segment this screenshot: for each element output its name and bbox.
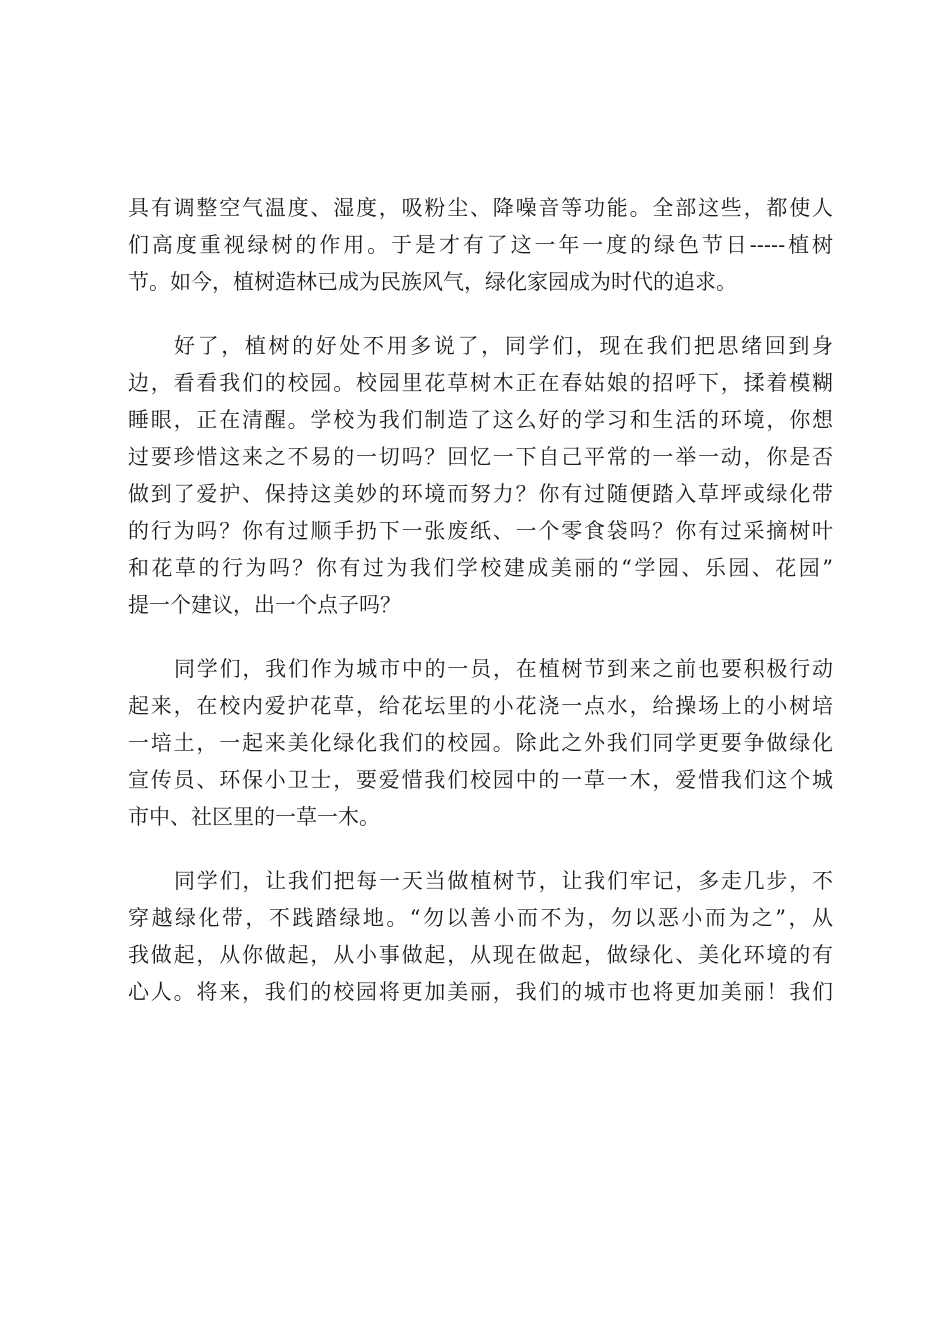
text-line: 穿越绿化带，不践踏绿地。“勿以善小而不为，勿以恶小而为之”，从 bbox=[128, 906, 833, 930]
paragraph-4 bbox=[128, 863, 833, 1011]
text-line: 好了，植树的好处不用多说了，同学们，现在我们把思绪回到身 bbox=[174, 334, 833, 358]
text-line: 同学们，我们作为城市中的一员，在植树节到来之前也要积极行动 bbox=[174, 657, 833, 681]
text-line: 同学们，让我们把每一天当做植树节，让我们牢记，多走几步，不 bbox=[174, 869, 833, 893]
text-line: 边，看看我们的校园。校园里花草树木正在春姑娘的招呼下，揉着模糊 bbox=[128, 371, 833, 395]
text-line: 一培土，一起来美化绿化我们的校园。除此之外我们同学更要争做绿化 bbox=[128, 731, 833, 755]
text-line: 过要珍惜这来之不易的一切吗？回忆一下自己平常的一举一动，你是否 bbox=[128, 445, 833, 469]
text-line: 节。如今，植树造林已成为民族风气，绿化家园成为时代的追求。 bbox=[128, 270, 737, 294]
text-line: 起来，在校内爱护花草，给花坛里的小花浇一点水，给操场上的小树培 bbox=[128, 694, 833, 718]
text-line: 心人。将来，我们的校园将更加美丽，我们的城市也将更加美丽！我们 bbox=[128, 980, 833, 1004]
text-line: 提一个建议，出一个点子吗？ bbox=[128, 593, 401, 617]
paragraph-1 bbox=[128, 190, 833, 301]
paragraph-3 bbox=[128, 651, 833, 836]
text-line: 市中、社区里的一草一木。 bbox=[128, 805, 380, 829]
paragraph-2 bbox=[128, 328, 833, 624]
text-line: 我做起，从你做起，从小事做起，从现在做起，做绿化、美化环境的有 bbox=[128, 943, 833, 967]
text-line: 的行为吗？你有过顺手扔下一张废纸、一个零食袋吗？你有过采摘树叶 bbox=[128, 519, 833, 543]
text-line: 睡眼，正在清醒。学校为我们制造了这么好的学习和生活的环境，你想 bbox=[128, 408, 833, 432]
text-line: 做到了爱护、保持这美妙的环境而努力？你有过随便踏入草坪或绿化带 bbox=[128, 482, 833, 506]
text-line: 们高度重视绿树的作用。于是才有了这一年一度的绿色节日-----植树 bbox=[128, 233, 833, 257]
text-line: 具有调整空气温度、湿度，吸粉尘、降噪音等功能。全部这些，都使人 bbox=[128, 196, 833, 220]
text-line: 和花草的行为吗？你有过为我们学校建成美丽的“学园、乐园、花园” bbox=[128, 556, 833, 580]
document-body bbox=[128, 190, 833, 1011]
text-line: 宣传员、环保小卫士，要爱惜我们校园中的一草一木，爱惜我们这个城 bbox=[128, 768, 833, 792]
